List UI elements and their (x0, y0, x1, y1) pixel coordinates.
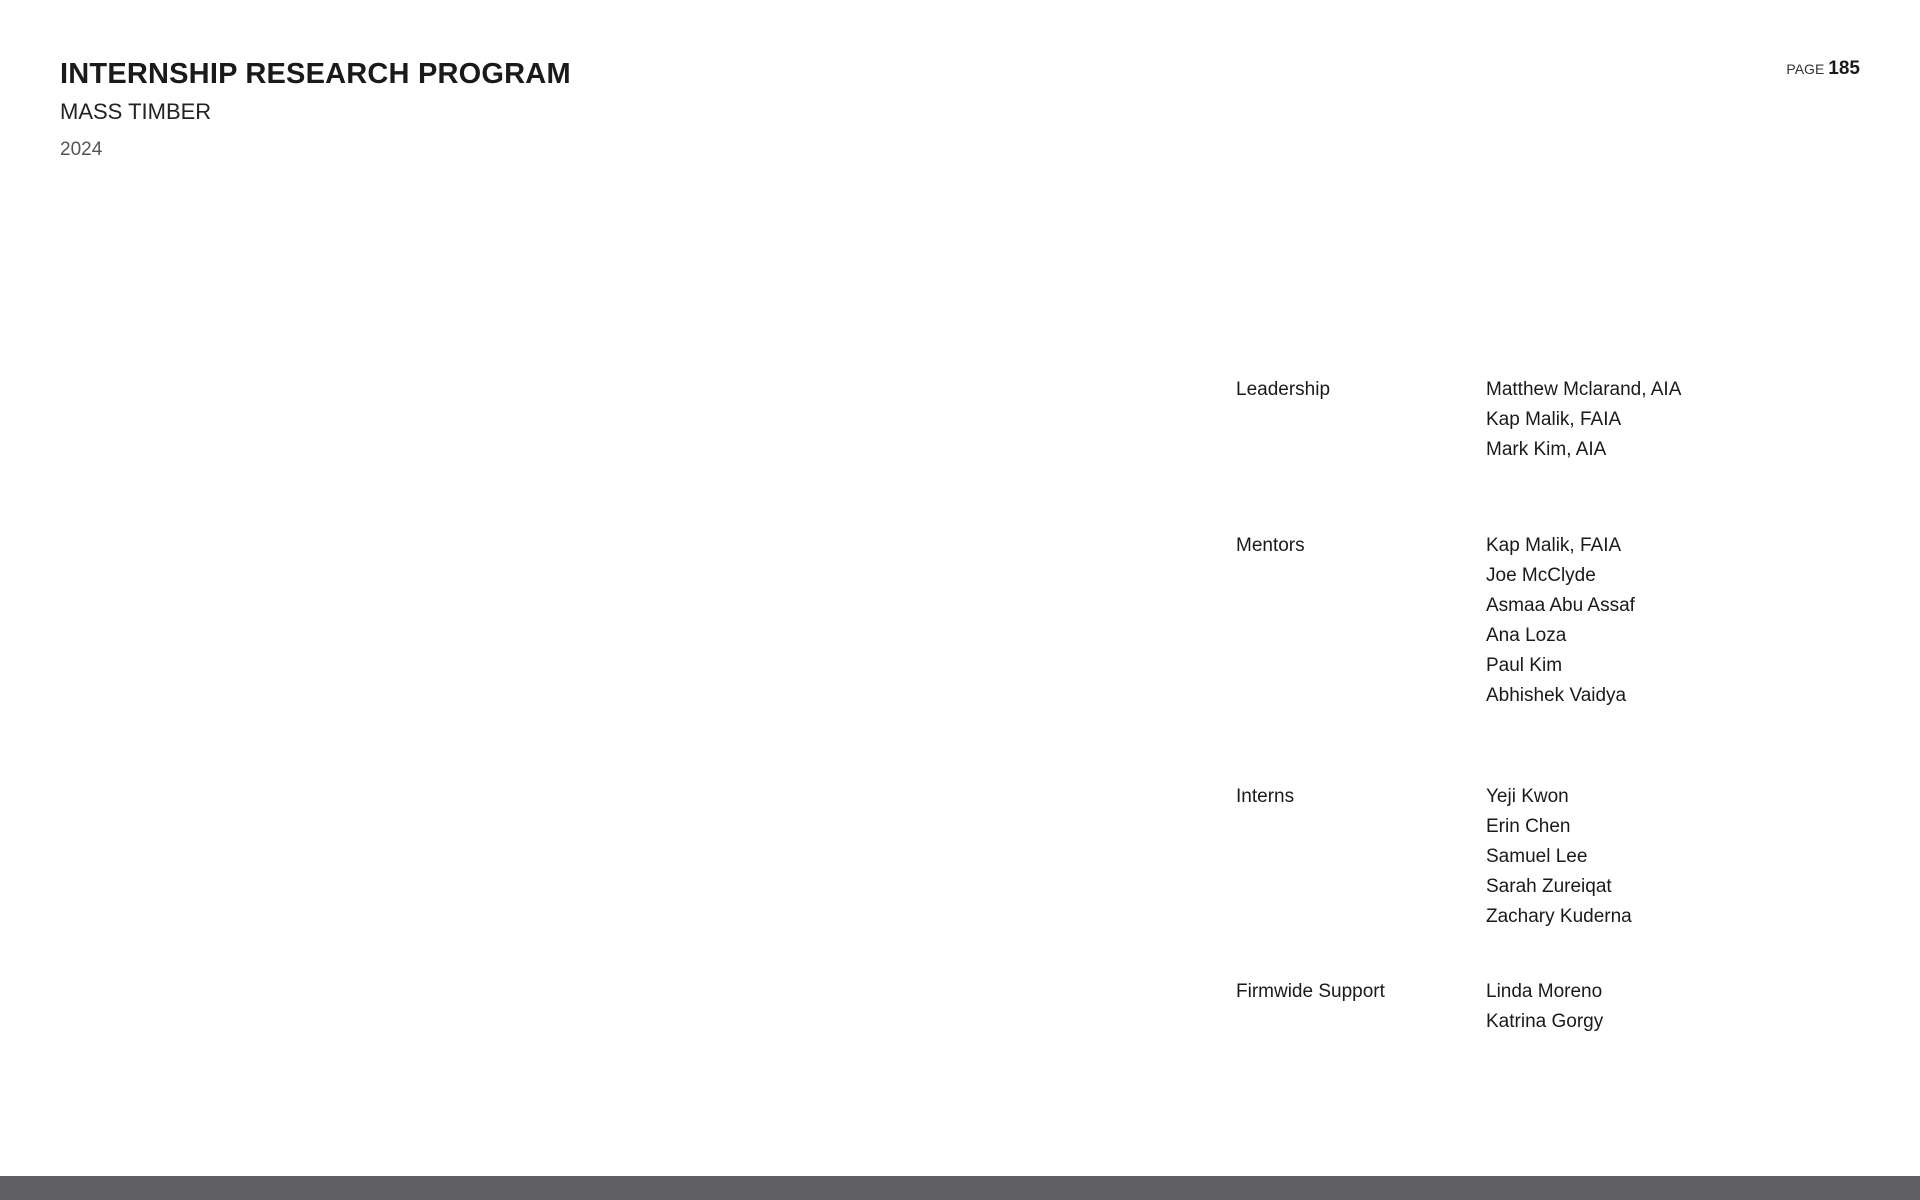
group-label-interns: Interns (1236, 786, 1295, 807)
credits-group-interns (1236, 782, 1632, 932)
credits-group-leadership (1236, 375, 1681, 465)
group-label-leadership: Leadership (1236, 379, 1331, 400)
credits-group-support (1236, 977, 1603, 1037)
group-label-support: Firmwide Support (1236, 981, 1385, 1002)
name-item: Joe McClyde (1486, 565, 1596, 586)
group-names-interns (1486, 782, 1632, 932)
name-item: Kap Malik, FAIA (1486, 535, 1622, 556)
name-item: Zachary Kuderna (1486, 906, 1632, 927)
footer-bar (0, 1176, 1920, 1200)
name-item: Linda Moreno (1486, 981, 1603, 1002)
name-item: Abhishek Vaidya (1486, 685, 1627, 706)
name-item: Samuel Lee (1486, 846, 1588, 867)
page-header (60, 56, 571, 162)
document-title: INTERNSHIP RESEARCH PROGRAM (60, 58, 571, 90)
name-item: Matthew Mclarand, AIA (1486, 379, 1682, 400)
name-item: Sarah Zureiqat (1486, 876, 1612, 897)
group-names-mentors (1486, 531, 1635, 711)
credits-group-mentors (1236, 531, 1635, 711)
name-item: Kap Malik, FAIA (1486, 409, 1622, 430)
name-item: Paul Kim (1486, 655, 1563, 676)
group-names-leadership (1486, 375, 1681, 465)
page-label: PAGE (1786, 61, 1825, 77)
name-item: Katrina Gorgy (1486, 1011, 1604, 1032)
name-item: Erin Chen (1486, 816, 1571, 837)
name-item: Ana Loza (1486, 625, 1567, 646)
name-item: Mark Kim, AIA (1486, 439, 1607, 460)
name-item: Yeji Kwon (1486, 786, 1569, 807)
page-number (1786, 58, 1860, 80)
group-label-mentors: Mentors (1236, 535, 1305, 556)
group-names-support (1486, 977, 1603, 1037)
name-item: Asmaa Abu Assaf (1486, 595, 1635, 616)
page-value: 185 (1828, 58, 1860, 79)
document-year: 2024 (60, 139, 103, 160)
document-subtitle: MASS TIMBER (60, 99, 212, 124)
